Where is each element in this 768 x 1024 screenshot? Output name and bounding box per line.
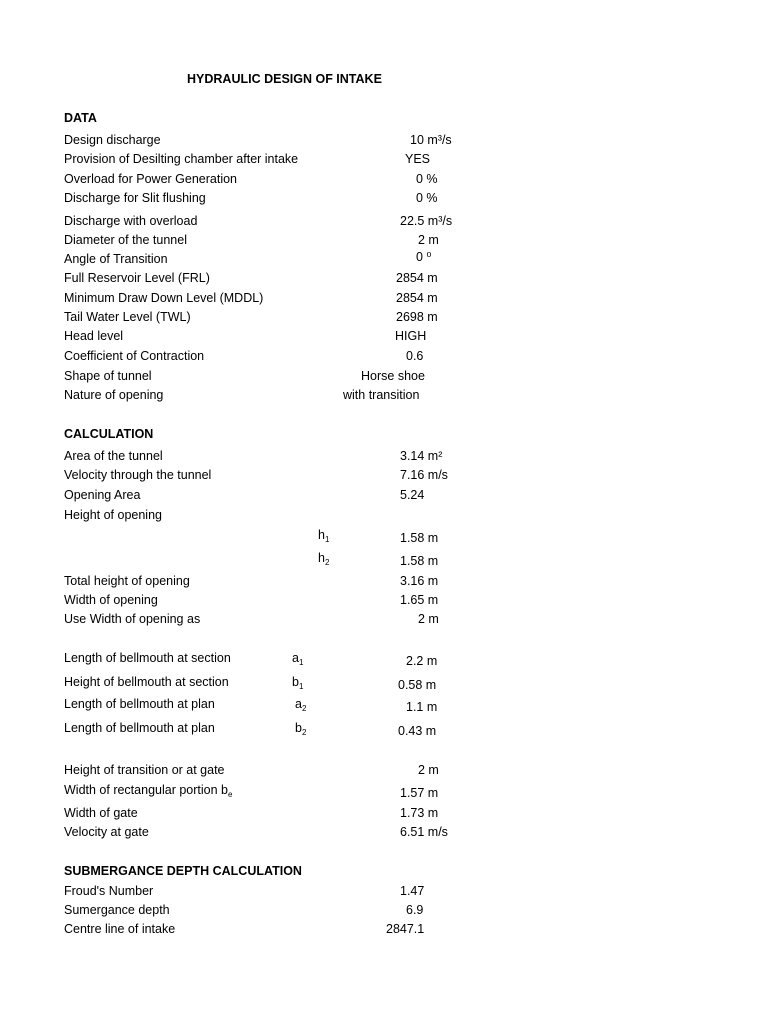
calc-label-opening-height: Height of opening bbox=[64, 508, 162, 522]
data-label-tunnel-shape: Shape of tunnel bbox=[64, 369, 152, 383]
data-value-opening-nature: with transition bbox=[343, 388, 420, 402]
gate-value-gate-width: 1.73 m bbox=[400, 806, 439, 820]
symbol-a2: $a_2$ bbox=[295, 697, 307, 713]
submergence-value-centre-line: 2847.1 bbox=[386, 922, 425, 936]
submergence-value-depth: 6.9 bbox=[406, 903, 424, 917]
data-value-tunnel-shape: Horse shoe bbox=[361, 369, 425, 383]
data-label-discharge-overload: Discharge with overload bbox=[64, 214, 198, 228]
symbol-b2: $b_2$ bbox=[295, 721, 307, 737]
data-value-head-level: HIGH bbox=[395, 329, 427, 343]
data-label-desilting: Provision of Desilting chamber after intake bbox=[64, 152, 299, 166]
gate-label-rectangular-width: Width of rectangular portion $b_e$ bbox=[64, 783, 233, 799]
symbol-b1: $b_1$ bbox=[292, 675, 304, 691]
symbol-h2: $h_2$ bbox=[318, 551, 330, 567]
data-label-head-level: Head level bbox=[64, 329, 124, 343]
bellmouth-label-a1: Length of bellmouth at section bbox=[64, 651, 231, 665]
calc-value-use-width: 2 m bbox=[418, 612, 439, 626]
data-value-twl: 2698 m bbox=[396, 310, 438, 324]
data-label-design-discharge: Design discharge bbox=[64, 133, 161, 147]
gate-label-gate-width: Width of gate bbox=[64, 806, 138, 820]
calc-value-opening-width: 1.65 m bbox=[400, 593, 439, 607]
bellmouth-value-a1: 2.2 m bbox=[406, 654, 438, 668]
calc-label-use-width: Use Width of opening as bbox=[64, 612, 201, 626]
data-value-design-discharge: 10 m³/s bbox=[410, 133, 452, 147]
bellmouth-label-a2: Length of bellmouth at plan bbox=[64, 697, 215, 711]
data-value-mddl: 2854 m bbox=[396, 291, 438, 305]
data-label-opening-nature: Nature of opening bbox=[64, 388, 164, 402]
submergence-label-depth: Sumergance depth bbox=[64, 903, 170, 917]
submergence-value-froude: 1.47 bbox=[400, 884, 425, 898]
submergence-heading: SUBMERGANCE DEPTH CALCULATION bbox=[64, 864, 302, 878]
calc-value-opening-area: 5.24 bbox=[400, 488, 425, 502]
data-label-silt-flushing: Discharge for Slit flushing bbox=[64, 191, 206, 205]
bellmouth-label-b2: Length of bellmouth at plan bbox=[64, 721, 215, 735]
gate-value-transition-height: 2 m bbox=[418, 763, 439, 777]
calc-label-tunnel-area: Area of the tunnel bbox=[64, 449, 163, 463]
data-value-coefficient-contraction: 0.6 bbox=[406, 349, 424, 363]
calc-value-h2: 1.58 m bbox=[400, 554, 439, 568]
data-label-mddl: Minimum Draw Down Level (MDDL) bbox=[64, 291, 264, 305]
symbol-a1: $a_1$ bbox=[292, 651, 304, 667]
calc-value-h1: 1.58 m bbox=[400, 531, 439, 545]
calc-value-tunnel-area: 3.14 m² bbox=[400, 449, 443, 463]
data-value-silt-flushing: 0 % bbox=[416, 191, 438, 205]
submergence-label-centre-line: Centre line of intake bbox=[64, 922, 176, 936]
calc-label-opening-area: Opening Area bbox=[64, 488, 141, 502]
calc-label-total-height: Total height of opening bbox=[64, 574, 190, 588]
bellmouth-value-b1: 0.58 m bbox=[398, 678, 437, 692]
bellmouth-label-b1: Height of bellmouth at section bbox=[64, 675, 229, 689]
calc-label-tunnel-velocity: Velocity through the tunnel bbox=[64, 468, 212, 482]
data-value-tunnel-diameter: 2 m bbox=[418, 233, 439, 247]
gate-label-transition-height: Height of transition or at gate bbox=[64, 763, 225, 777]
gate-value-rectangular-width: 1.57 m bbox=[400, 786, 439, 800]
calculation-heading: CALCULATION bbox=[64, 427, 154, 441]
data-label-twl: Tail Water Level (TWL) bbox=[64, 310, 191, 324]
calc-label-opening-width: Width of opening bbox=[64, 593, 158, 607]
data-label-coefficient-contraction: Coefficient of Contraction bbox=[64, 349, 205, 363]
data-label-tunnel-diameter: Diameter of the tunnel bbox=[64, 233, 187, 247]
data-value-frl: 2854 m bbox=[396, 271, 438, 285]
gate-value-gate-velocity: 6.51 m/s bbox=[400, 825, 448, 839]
data-heading: DATA bbox=[64, 111, 97, 125]
bellmouth-value-a2: 1.1 m bbox=[406, 700, 438, 714]
document-title: HYDRAULIC DESIGN OF INTAKE bbox=[187, 72, 382, 86]
data-label-overload-power: Overload for Power Generation bbox=[64, 172, 238, 186]
data-value-overload-power: 0 % bbox=[416, 172, 438, 186]
symbol-h1: $h_1$ bbox=[318, 528, 330, 544]
data-value-discharge-overload: 22.5 m³/s bbox=[400, 214, 453, 228]
data-value-desilting: YES bbox=[405, 152, 431, 166]
calc-value-total-height: 3.16 m bbox=[400, 574, 439, 588]
submergence-label-froude: Froud's Number bbox=[64, 884, 154, 898]
bellmouth-value-b2: 0.43 m bbox=[398, 724, 437, 738]
calc-value-tunnel-velocity: 7.16 m/s bbox=[400, 468, 448, 482]
data-label-frl: Full Reservoir Level (FRL) bbox=[64, 271, 210, 285]
data-label-transition-angle: Angle of Transition bbox=[64, 252, 168, 266]
data-value-transition-angle: 0 ⁰ bbox=[416, 250, 432, 264]
gate-label-gate-velocity: Velocity at gate bbox=[64, 825, 149, 839]
